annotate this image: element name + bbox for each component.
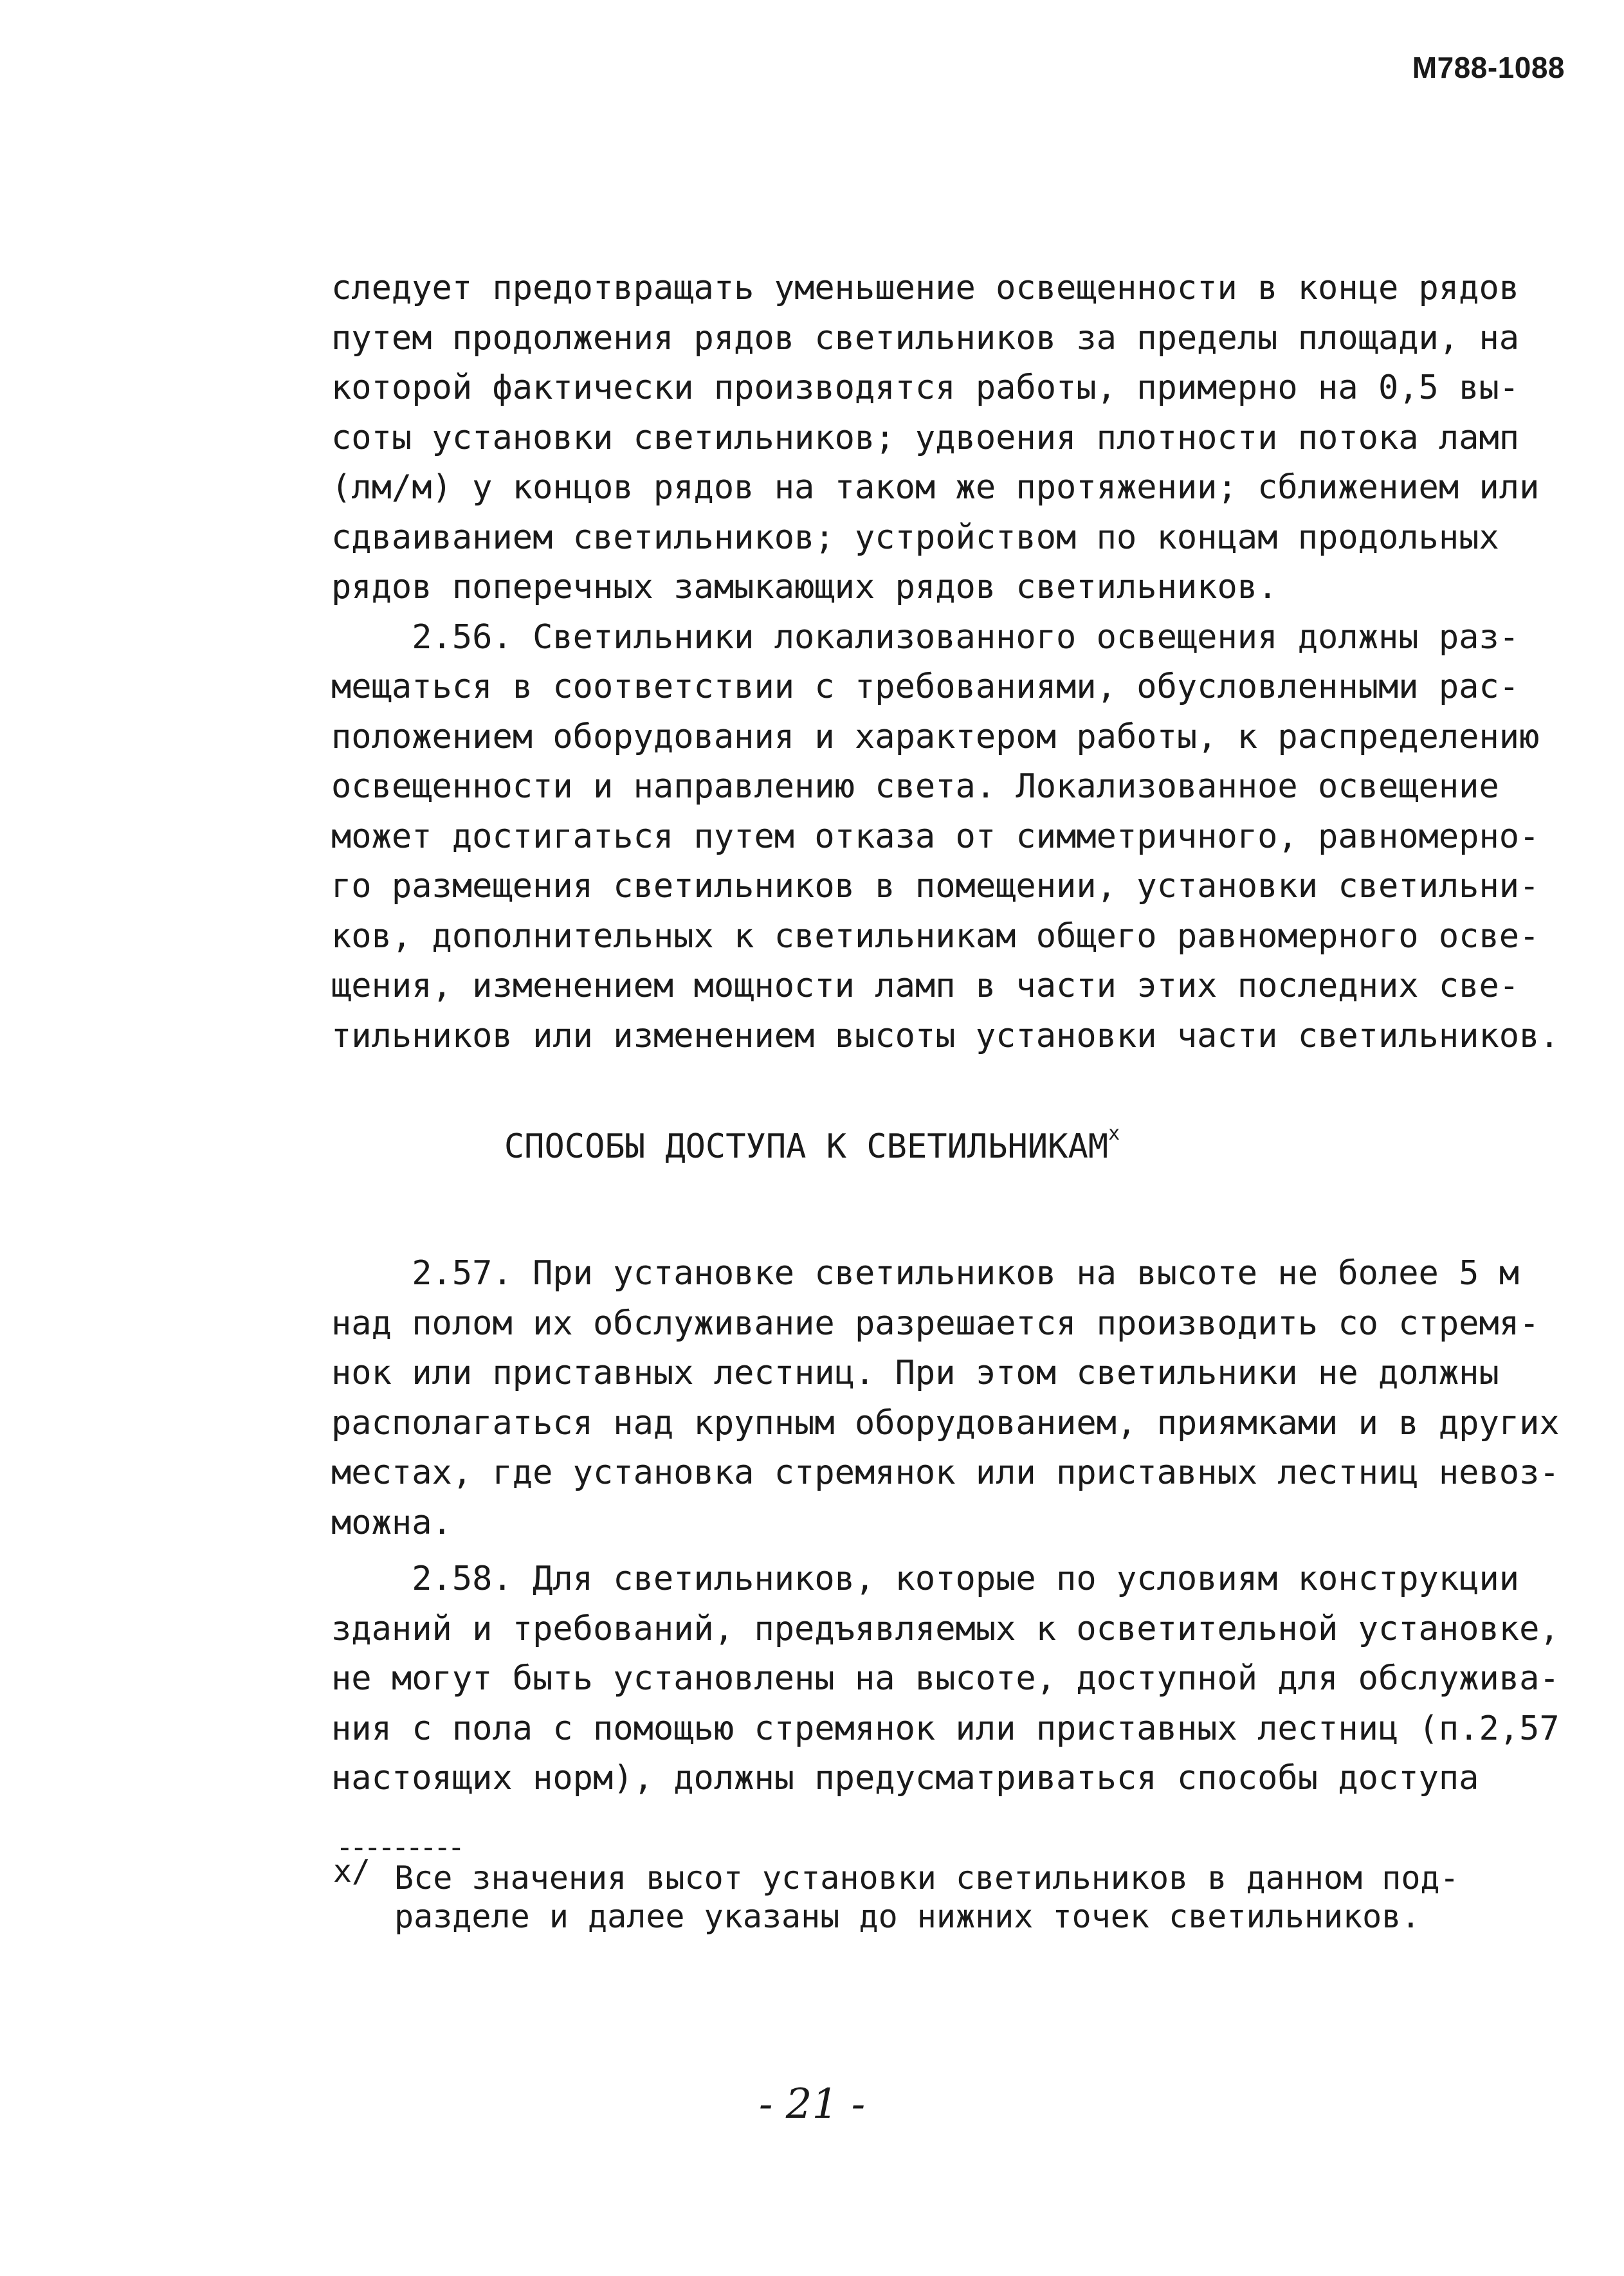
body-text-lower [331,1249,1560,1804]
page-number: - 21 - [758,2080,866,2128]
text-line: 2.57. При установке светильников на высоте не более 5 м [331,1254,1520,1293]
text-line: рядов поперечных замыкающих рядов светильников. [331,568,1278,606]
paragraph-2-58 [331,1554,1560,1804]
text-line: следует предотвращать уменьшение освещенности в конце рядов [331,269,1520,307]
footnote-text [394,1859,1459,1936]
text-line: местах, где установка стремянок или приставных лестниц невоз- [331,1453,1560,1492]
footnote-reference: x [1108,1122,1120,1145]
text-line: го размещения светильников в помещении, установки светильни- [331,867,1540,906]
text-line: сдваиванием светильников; устройством по концам продольных [331,518,1499,557]
text-line: может достигаться путем отказа от симметричного, равномерно- [331,817,1540,856]
text-line: не могут быть установлены на высоте, доступной для обслужива- [331,1659,1560,1698]
section-heading [0,1122,1624,1166]
text-line: освещенности и направлению света. Локализованное освещение [331,767,1499,806]
paragraph-2-57 [331,1249,1560,1548]
body-text [331,264,1560,1061]
text-line: 2.58. Для светильников, которые по условиям конструкции [331,1560,1520,1598]
text-line: ния с пола с помощью стремянок или приставных лестниц (п.2,57 [331,1709,1560,1748]
footnote-line: разделе и далее указаны до нижних точек светильников. [394,1898,1421,1935]
text-line: ков, дополнительных к светильникам общего равномерного осве- [331,916,1540,956]
paragraph-continuation [331,264,1540,613]
text-line: зданий и требований, предъявляемых к осветительной установке, [331,1609,1560,1648]
text-line: мещаться в соответствии с требованиями, обусловленными рас- [331,668,1520,706]
footnote-divider: --------- [336,1830,462,1864]
text-line: (лм/м) у концов рядов на таком же протяжении; сближением или [331,468,1540,507]
document-code: М788-1088 [1412,51,1565,84]
text-line: над полом их обслуживание разрешается производить со стремя- [331,1304,1540,1343]
text-line: которой фактически производятся работы, примерно на 0,5 вы- [331,369,1520,407]
text-line: нок или приставных лестниц. При этом светильники не должны [331,1354,1499,1392]
section-heading-text: СПОСОБЫ ДОСТУПА К СВЕТИЛЬНИКАМ [504,1127,1109,1166]
text-line: соты установки светильников; удвоения плотности потока ламп [331,418,1520,457]
footnote-marker: x/ [333,1853,370,1889]
paragraph-2-56 [331,613,1560,1062]
text-line: путем продолжения рядов светильников за пределы площади, на [331,318,1520,358]
text-line: 2.56. Светильники локализованного освещения должны раз- [331,617,1520,657]
text-line: располагаться над крупным оборудованием, приямками и в других [331,1403,1560,1443]
text-line: настоящих норм), должны предусматриваться способы доступа [331,1759,1479,1798]
footnote-line: Все значения высот установки светильников в данном под- [394,1859,1459,1897]
text-line: можна. [331,1503,452,1542]
text-line: щения, изменением мощности ламп в части этих последних све- [331,967,1520,1005]
text-line: тильников или изменением высоты установки части светильников. [331,1016,1560,1055]
text-line: положением оборудования и характером работы, к распределению [331,717,1540,756]
